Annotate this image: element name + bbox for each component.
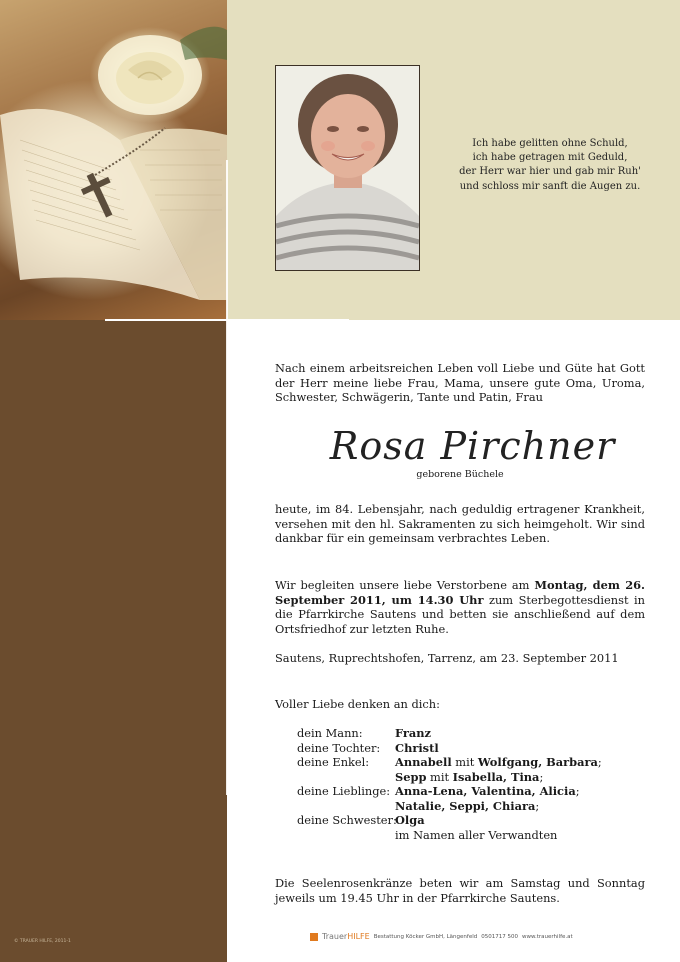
family-separator: ;: [539, 769, 544, 784]
place-date: Sautens, Ruprechtshofen, Tarrenz, am 23. September 2011: [275, 651, 619, 665]
funeral-date: Montag, dem 26. September 2011, um 14.30 Uhr: [275, 578, 646, 607]
company-name: Bestattung Köcker GmbH, Längenfeld: [373, 933, 478, 940]
family-row-sister: [297, 813, 602, 828]
funeral-text-part: zum Sterbegottesdienst in die Pfarrkirche Sautens und betten sie anschließend auf dem Ortsfriedhof zur letzten Ruhe.: [275, 592, 645, 636]
company-phone: 0501717 500: [481, 933, 518, 940]
poem-line: Ich habe gelitten ohne Schuld,: [472, 138, 628, 149]
family-row-relatives: [297, 828, 602, 843]
passing-paragraph: heute, im 84. Lebensjahr, nach geduldig ertragener Krankheit, versehen mit den hl. Sakramenten zu sich heimgeholt. Wir sind dankbar für ein gemeinsam verbrachtes Leben.: [275, 502, 645, 545]
copyright-note: © TRAUER HILFE, 2011-1: [14, 939, 71, 944]
footer: [310, 932, 573, 941]
family-row-darlings: [297, 784, 602, 799]
poem-line: ich habe getragen mit Geduld,: [472, 152, 628, 164]
poem-line: der Herr war hier und gab mir Ruh': [459, 166, 641, 178]
family-name: Sepp: [395, 769, 427, 784]
family-name: Isabella, Tina: [452, 769, 540, 784]
memorial-poem: [440, 137, 660, 194]
bible-rose-illustration: [0, 0, 227, 320]
bible-rose-photo: [0, 0, 227, 320]
relatives-text: im Namen aller Verwandten: [395, 827, 558, 842]
family-row-darlings-2: [297, 799, 602, 814]
family-row-grandchildren-2: [297, 770, 602, 785]
rosary-paragraph: Die Seelenrosenkränze beten wir am Samstag und Sonntag jeweils um 19.45 Uhr in der Pfarrkirche Sautens.: [275, 876, 645, 905]
mourners-heading: Voller Liebe denken an dich:: [275, 697, 440, 711]
family-role: dein Mann:: [297, 726, 363, 740]
family-name: Franz: [395, 726, 432, 740]
family-role: deine Tochter:: [297, 740, 381, 755]
portrait-photo: [275, 65, 420, 271]
family-name: Annabell: [395, 755, 452, 769]
deceased-name: Rosa Pirchner: [329, 424, 616, 468]
family-name: Christl: [395, 740, 439, 755]
family-connector: mit: [451, 755, 478, 769]
intro-paragraph: Nach einem arbeitsreichen Leben voll Liebe und Güte hat Gott der Herr meine liebe Frau, Mama, unsere gute Oma, Uroma, Schwester, Schwägerin, Tante und Patin, Frau: [275, 361, 645, 404]
brand-name: TrauerHILFE: [322, 932, 370, 941]
decorative-cross-vertical: [226, 160, 228, 795]
family-name: Anna-Lena, Valentina, Alicia: [395, 784, 576, 798]
family-separator: ;: [597, 755, 602, 769]
family-role: deine Schwester:: [297, 813, 397, 827]
decorative-cross-horizontal: [105, 319, 349, 321]
maiden-name: geborene Büchele: [416, 469, 504, 480]
family-role: deine Lieblinge:: [297, 784, 391, 798]
funeral-text-part: Wir begleiten unsere liebe Verstorbene am: [275, 578, 535, 592]
family-connector: mit: [426, 769, 453, 784]
trauerhilfe-logo-icon: [310, 933, 318, 941]
funeral-paragraph: [275, 578, 645, 636]
family-list: [297, 726, 602, 842]
family-row-husband: [297, 726, 602, 741]
family-row-daughter: [297, 741, 602, 756]
family-name: Olga: [395, 813, 425, 827]
family-name: Natalie, Seppi, Chiara: [395, 798, 536, 813]
family-row-grandchildren: [297, 755, 602, 770]
family-name: Wolfgang, Barbara: [477, 755, 598, 769]
company-website[interactable]: www.trauerhilfe.at: [521, 933, 573, 940]
portrait-illustration: [276, 66, 419, 270]
family-role: deine Enkel:: [297, 755, 370, 769]
family-separator: ;: [575, 784, 580, 798]
family-separator: ;: [535, 798, 540, 813]
brown-side-band: [0, 320, 227, 962]
poem-line: und schloss mir sanft die Augen zu.: [459, 180, 641, 192]
